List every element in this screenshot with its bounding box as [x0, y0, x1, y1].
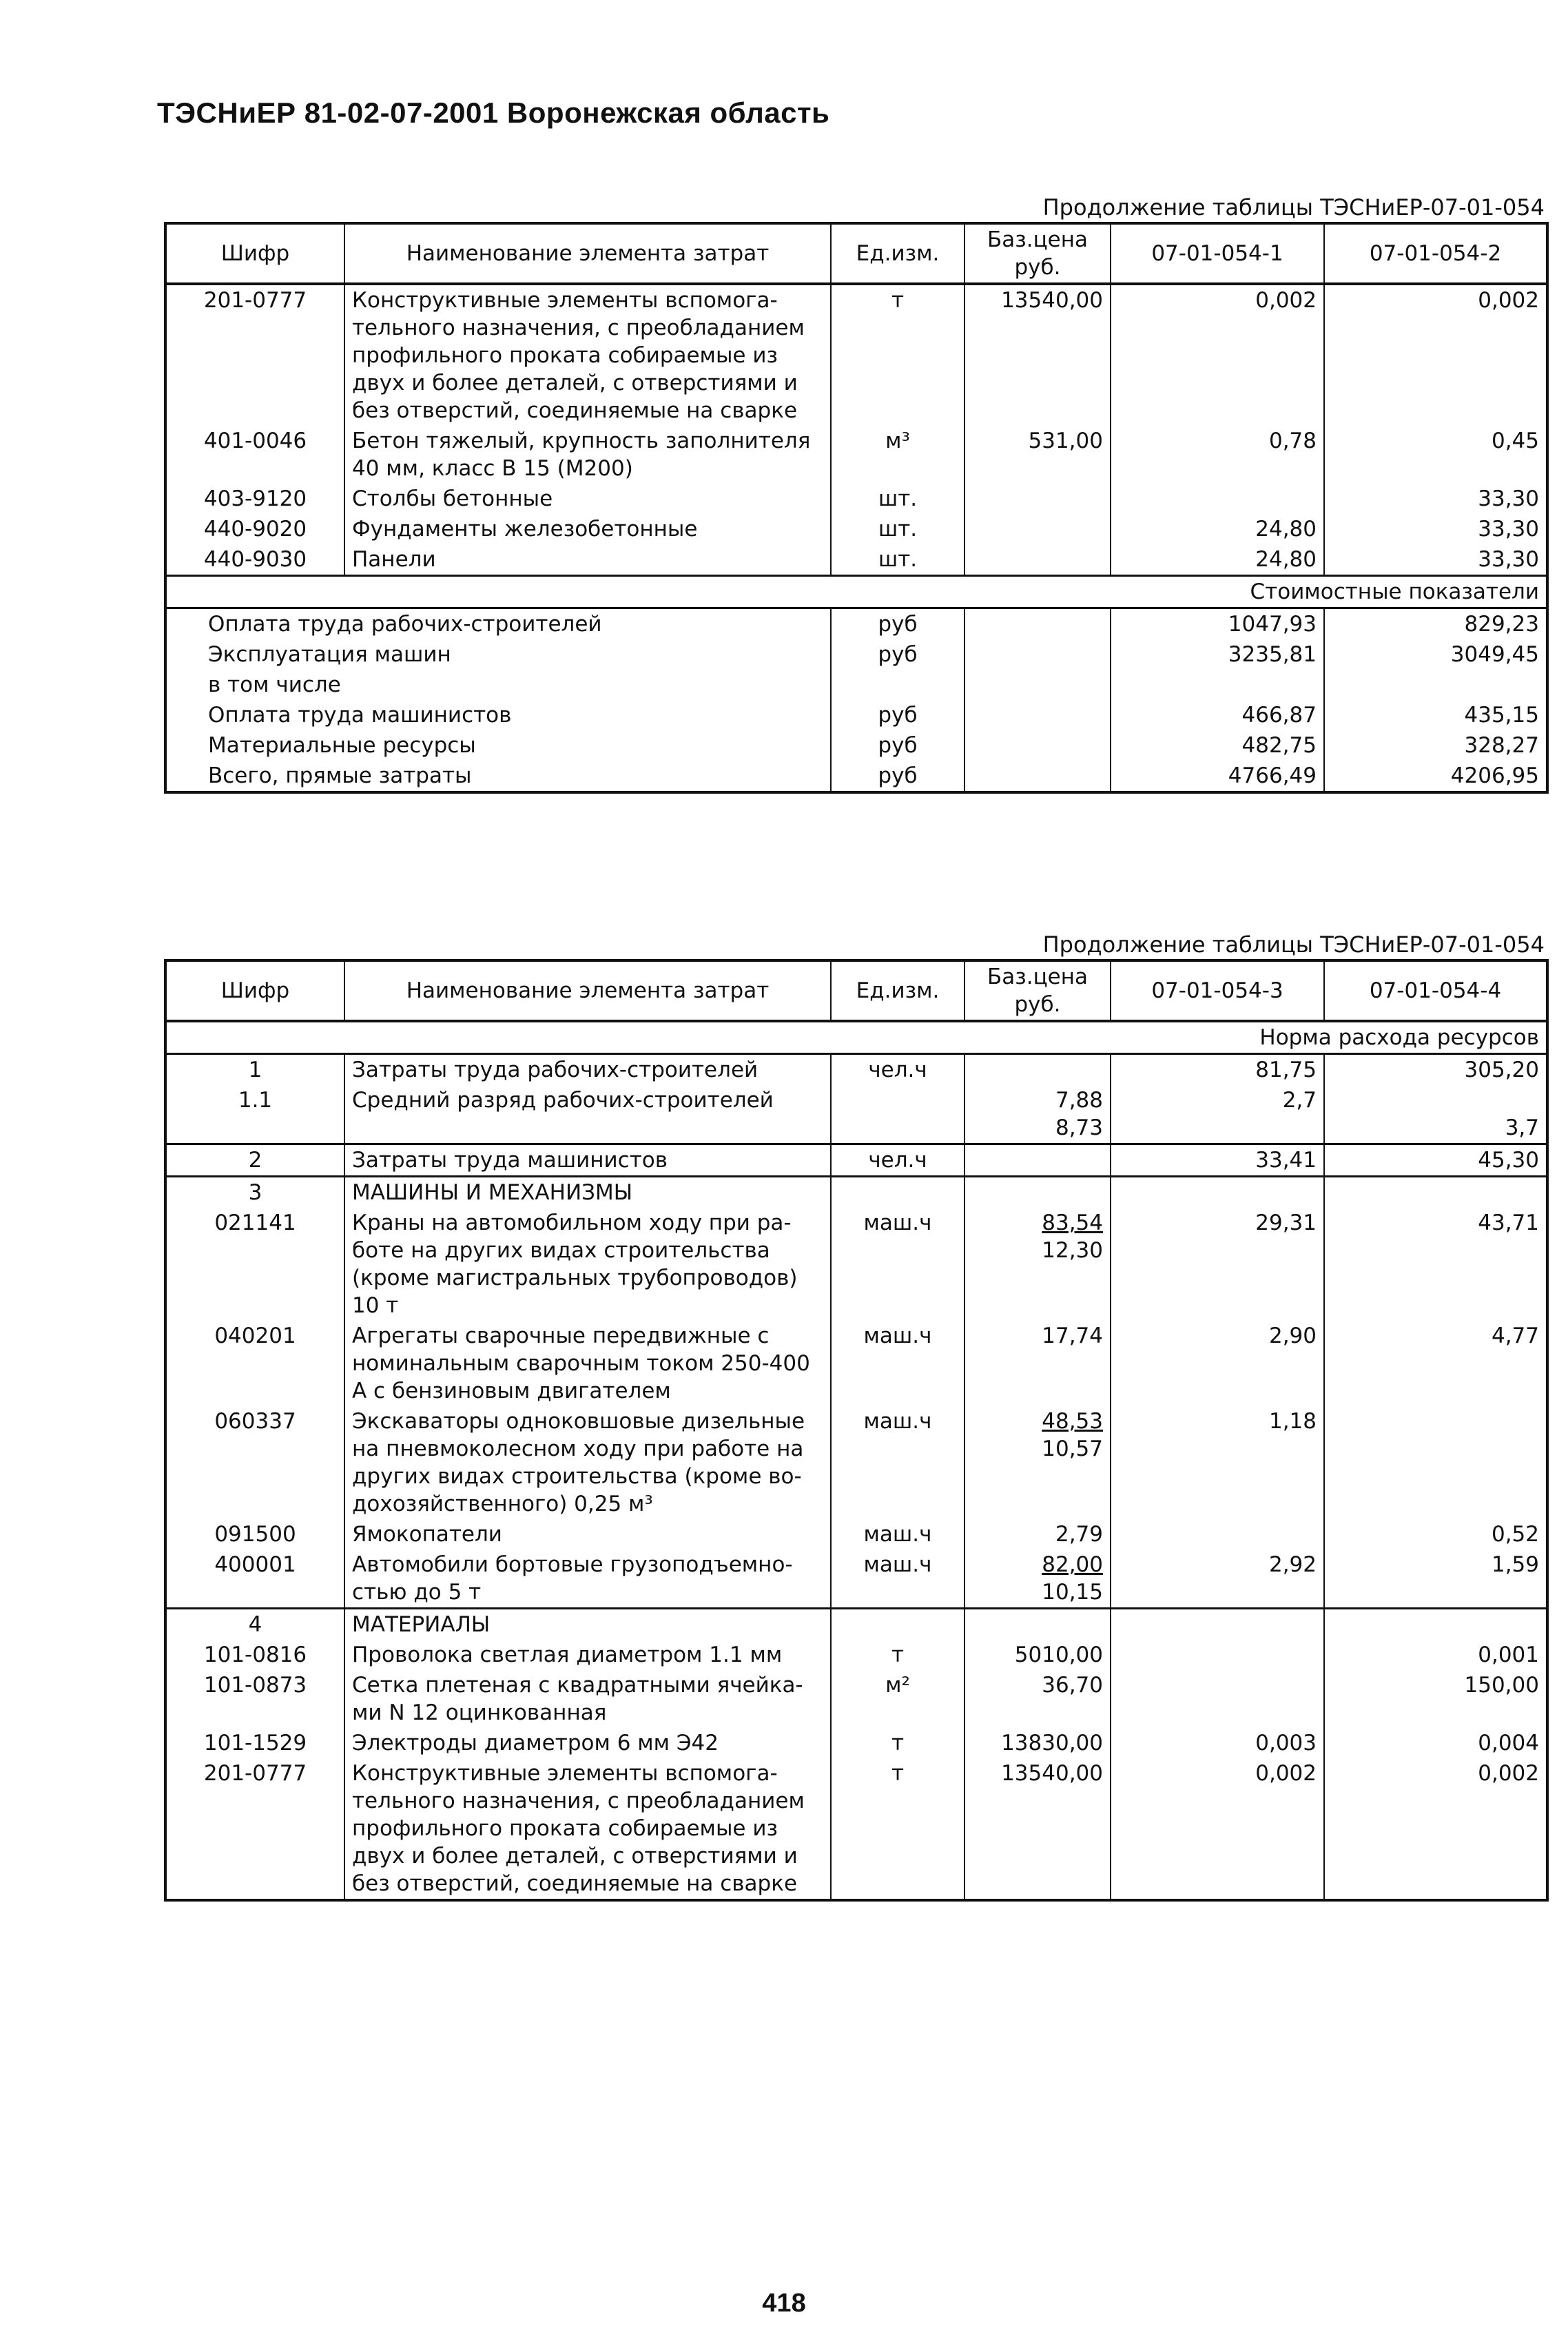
- row-value-a: 0,003: [1111, 1728, 1324, 1758]
- row-price: 13830,00: [964, 1728, 1111, 1758]
- table-row: [165, 426, 1547, 484]
- row-unit: маш.ч: [831, 1321, 964, 1406]
- table-row: [165, 1406, 1547, 1519]
- row-price: 5010,00: [964, 1640, 1111, 1670]
- row-value-a: 2,92: [1111, 1549, 1324, 1609]
- row-price: [964, 544, 1111, 576]
- col-header-b: 07-01-054-2: [1324, 223, 1547, 284]
- grade-price-1: 7,88: [1055, 1088, 1103, 1113]
- row-unit: шт.: [831, 544, 964, 576]
- empty-cell: [1324, 1177, 1547, 1208]
- row-name: Затраты труда рабочих-строителей: [344, 1054, 831, 1086]
- cost-value-b: 829,23: [1324, 608, 1547, 640]
- empty-cell: [1111, 1609, 1324, 1640]
- operator-wage: 10,57: [1042, 1436, 1103, 1461]
- table-row: [165, 1728, 1547, 1758]
- row-name: Проволока светлая диаметром 1.1 мм: [344, 1640, 831, 1670]
- section-row: [165, 1177, 1547, 1208]
- cost-row: [165, 730, 1547, 761]
- section-row: [165, 1609, 1547, 1640]
- row-code: 401-0046: [165, 426, 344, 484]
- row-price: 36,70: [964, 1670, 1111, 1728]
- row-code: 440-9020: [165, 514, 344, 544]
- cost-label: в том числе: [165, 670, 831, 700]
- row-code: 440-9030: [165, 544, 344, 576]
- row-name: Панели: [344, 544, 831, 576]
- row-value-b: 33,30: [1324, 514, 1547, 544]
- col-header-b: 07-01-054-4: [1324, 960, 1547, 1021]
- cost-value-b: 4206,95: [1324, 761, 1547, 792]
- cost-unit: руб: [831, 639, 964, 670]
- row-unit: т: [831, 1728, 964, 1758]
- cost-unit: руб: [831, 700, 964, 730]
- row-value-a: 24,80: [1111, 514, 1324, 544]
- row-unit: маш.ч: [831, 1406, 964, 1519]
- cost-label: Оплата труда рабочих-строителей: [165, 608, 831, 640]
- row-value-b: 0,004: [1324, 1728, 1547, 1758]
- col-header-price: Баз.цена руб.: [964, 960, 1111, 1021]
- cost-row: [165, 700, 1547, 730]
- row-value-a: 0,002: [1111, 284, 1324, 426]
- row-value-b: 3,7: [1324, 1085, 1547, 1144]
- row-value-a: [1111, 484, 1324, 514]
- row-name: Электроды диаметром 6 мм Э42: [344, 1728, 831, 1758]
- row-unit: т: [831, 1640, 964, 1670]
- row-unit: маш.ч: [831, 1549, 964, 1609]
- table-row: [165, 1519, 1547, 1549]
- cost-value-b: 328,27: [1324, 730, 1547, 761]
- cost-unit: [831, 670, 964, 700]
- row-value-b: 4,77: [1324, 1321, 1547, 1406]
- row-value-a: [1111, 1640, 1324, 1670]
- table-row: [165, 544, 1547, 576]
- table-row: [165, 1321, 1547, 1406]
- row-unit: маш.ч: [831, 1208, 964, 1321]
- row-price: [964, 1549, 1111, 1609]
- row-unit: [831, 1085, 964, 1144]
- row-name: Средний разряд рабочих-строителей: [344, 1085, 831, 1144]
- table-row: [165, 1054, 1547, 1086]
- cost-label: Материальные ресурсы: [165, 730, 831, 761]
- row-name: Конструктивные элементы вспомога-тельного назначения, с преобладанием профильного проката собираемые из двух и более деталей, с отверстиями и без отверстий, соединяемые на сварке: [344, 1758, 831, 1900]
- cost-label: Эксплуатация машин: [165, 639, 831, 670]
- row-value-a: 81,75: [1111, 1054, 1324, 1086]
- table-row: [165, 284, 1547, 426]
- page-number: 418: [762, 2289, 806, 2318]
- row-name: Столбы бетонные: [344, 484, 831, 514]
- col-header-price: Баз.цена руб.: [964, 223, 1111, 284]
- row-value-a: 2,90: [1111, 1321, 1324, 1406]
- row-value-a: 24,80: [1111, 544, 1324, 576]
- row-code: 040201: [165, 1321, 344, 1406]
- row-unit: шт.: [831, 514, 964, 544]
- cost-value-a: 466,87: [1111, 700, 1324, 730]
- table-row: [165, 1085, 1547, 1144]
- table1-caption: Продолжение таблицы ТЭСНиЕР-07-01-054: [1042, 194, 1545, 220]
- row-code: 2: [165, 1144, 344, 1177]
- cost-empty: [964, 639, 1111, 670]
- row-code: 060337: [165, 1406, 344, 1519]
- operator-wage: 12,30: [1042, 1238, 1103, 1263]
- table-row: [165, 1144, 1547, 1177]
- row-value-b: 45,30: [1324, 1144, 1547, 1177]
- cost-empty: [964, 608, 1111, 640]
- row-price: 13540,00: [964, 284, 1111, 426]
- cost-row: [165, 761, 1547, 792]
- cost-value-b: 435,15: [1324, 700, 1547, 730]
- resource-band-label: Норма расхода ресурсов: [1259, 1025, 1539, 1050]
- row-price: 531,00: [964, 426, 1111, 484]
- row-code: 403-9120: [165, 484, 344, 514]
- row-unit: м³: [831, 426, 964, 484]
- row-unit: т: [831, 1758, 964, 1900]
- col-header-code: Шифр: [165, 223, 344, 284]
- row-name: Ямокопатели: [344, 1519, 831, 1549]
- cost-label: Оплата труда машинистов: [165, 700, 831, 730]
- section-code: 4: [165, 1609, 344, 1640]
- col-header-a: 07-01-054-1: [1111, 223, 1324, 284]
- col-header-name: Наименование элемента затрат: [344, 223, 831, 284]
- row-price: 13540,00: [964, 1758, 1111, 1900]
- row-value-b: 0,45: [1324, 426, 1547, 484]
- row-value-b: 43,71: [1324, 1208, 1547, 1321]
- row-code: 101-1529: [165, 1728, 344, 1758]
- row-value-b: 0,002: [1324, 284, 1547, 426]
- machine-price: 82,00: [1042, 1552, 1103, 1577]
- col-header-a: 07-01-054-3: [1111, 960, 1324, 1021]
- row-code: 021141: [165, 1208, 344, 1321]
- page-title: ТЭСНиЕР 81-02-07-2001 Воронежская область: [157, 96, 830, 129]
- cost-unit: руб: [831, 608, 964, 640]
- table-row: [165, 1640, 1547, 1670]
- empty-cell: [1111, 1177, 1324, 1208]
- row-code: 201-0777: [165, 1758, 344, 1900]
- cost-label: Всего, прямые затраты: [165, 761, 831, 792]
- table2-header-row: [165, 960, 1547, 1021]
- cost-row: [165, 639, 1547, 670]
- row-unit: чел.ч: [831, 1144, 964, 1177]
- row-value-a: 29,31: [1111, 1208, 1324, 1321]
- row-value-b: 150,00: [1324, 1670, 1547, 1728]
- row-value-a: 0,78: [1111, 426, 1324, 484]
- row-value-a: 2,7: [1111, 1085, 1324, 1144]
- empty-cell: [1324, 1609, 1547, 1640]
- row-unit: шт.: [831, 484, 964, 514]
- row-code: 101-0816: [165, 1640, 344, 1670]
- table-row: [165, 1670, 1547, 1728]
- empty-cell: [964, 1609, 1111, 1640]
- cost-row: [165, 608, 1547, 640]
- row-name: Автомобили бортовые грузоподъемно-стью до 5 т: [344, 1549, 831, 1609]
- table1-header-row: [165, 223, 1547, 284]
- row-price: [964, 1208, 1111, 1321]
- table-row: [165, 514, 1547, 544]
- row-code: 400001: [165, 1549, 344, 1609]
- table-row: [165, 484, 1547, 514]
- row-value-b: 33,30: [1324, 484, 1547, 514]
- row-value-a: 33,41: [1111, 1144, 1324, 1177]
- cost-value-a: 482,75: [1111, 730, 1324, 761]
- row-code: 1: [165, 1054, 344, 1086]
- table2-caption: Продолжение таблицы ТЭСНиЕР-07-01-054: [1042, 931, 1545, 958]
- row-value-a: [1111, 1670, 1324, 1728]
- table-row: [165, 1208, 1547, 1321]
- row-price: [964, 1085, 1111, 1144]
- cost-value-a: 3235,81: [1111, 639, 1324, 670]
- row-price: 2,79: [964, 1519, 1111, 1549]
- row-name: Затраты труда машинистов: [344, 1144, 831, 1177]
- cost-value-a: 4766,49: [1111, 761, 1324, 792]
- row-value-a: 1,18: [1111, 1406, 1324, 1519]
- machine-price: 48,53: [1042, 1409, 1103, 1434]
- table2: [164, 959, 1549, 1902]
- cost-unit: руб: [831, 761, 964, 792]
- row-price: [964, 1406, 1111, 1519]
- row-value-a: [1111, 1519, 1324, 1549]
- table-row: [165, 1549, 1547, 1609]
- row-unit: чел.ч: [831, 1054, 964, 1086]
- row-code: 201-0777: [165, 284, 344, 426]
- row-value-b: 1,59: [1324, 1549, 1547, 1609]
- row-price: [964, 514, 1111, 544]
- row-name: Экскаваторы одноковшовые дизельные на пневмоколесном ходу при работе на других видах строительства (кроме во-дохозяйственного) 0,25 м³: [344, 1406, 831, 1519]
- cost-row: [165, 670, 1547, 700]
- empty-cell: [831, 1609, 964, 1640]
- resource-band-row: [165, 1021, 1547, 1054]
- section-title: МАТЕРИАЛЫ: [344, 1609, 831, 1640]
- row-price: 17,74: [964, 1321, 1111, 1406]
- row-value-b: 0,002: [1324, 1758, 1547, 1900]
- row-code: 1.1: [165, 1085, 344, 1144]
- row-unit: маш.ч: [831, 1519, 964, 1549]
- empty-cell: [964, 1177, 1111, 1208]
- row-code: 101-0873: [165, 1670, 344, 1728]
- col-header-code: Шифр: [165, 960, 344, 1021]
- cost-empty: [964, 730, 1111, 761]
- cost-band-label: Стоимостные показатели: [165, 576, 1547, 608]
- row-name: Сетка плетеная с квадратными ячейка-ми N 12 оцинкованная: [344, 1670, 831, 1728]
- machine-price: 83,54: [1042, 1211, 1103, 1235]
- cost-empty: [964, 700, 1111, 730]
- cost-empty: [964, 761, 1111, 792]
- col-header-unit: Ед.изм.: [831, 960, 964, 1021]
- row-name: Фундаменты железобетонные: [344, 514, 831, 544]
- row-value-b: [1324, 1406, 1547, 1519]
- operator-wage: 10,15: [1042, 1580, 1103, 1605]
- col-header-unit: Ед.изм.: [831, 223, 964, 284]
- empty-cell: [831, 1177, 964, 1208]
- row-name: Конструктивные элементы вспомога-тельного назначения, с преобладанием профильного проката собираемые из двух и более деталей, с отверстиями и без отверстий, соединяемые на сварке: [344, 284, 831, 426]
- section-title: МАШИНЫ И МЕХАНИЗМЫ: [344, 1177, 831, 1208]
- row-name: Агрегаты сварочные передвижные с номинальным сварочным током 250-400 А с бензиновым двигателем: [344, 1321, 831, 1406]
- row-code: 091500: [165, 1519, 344, 1549]
- row-value-b: 0,001: [1324, 1640, 1547, 1670]
- section-code: 3: [165, 1177, 344, 1208]
- row-value-a: 0,002: [1111, 1758, 1324, 1900]
- cost-empty: [964, 670, 1111, 700]
- cost-unit: руб: [831, 730, 964, 761]
- cost-value-a: 1047,93: [1111, 608, 1324, 640]
- cost-value-b: [1324, 670, 1547, 700]
- row-name: Бетон тяжелый, крупность заполнителя 40 мм, класс В 15 (М200): [344, 426, 831, 484]
- row-value-b: 33,30: [1324, 544, 1547, 576]
- grade-price-2: 8,73: [1055, 1115, 1103, 1140]
- row-value-b: 305,20: [1324, 1054, 1547, 1086]
- col-header-name: Наименование элемента затрат: [344, 960, 831, 1021]
- row-price: [964, 1144, 1111, 1177]
- cost-value-b: 3049,45: [1324, 639, 1547, 670]
- table-row: [165, 1758, 1547, 1900]
- cost-value-a: [1111, 670, 1324, 700]
- table1: [164, 222, 1549, 794]
- row-unit: т: [831, 284, 964, 426]
- row-name: Краны на автомобильном ходу при ра-боте на других видах строительства (кроме магистральных трубопроводов) 10 т: [344, 1208, 831, 1321]
- row-price: [964, 1054, 1111, 1086]
- row-unit: м²: [831, 1670, 964, 1728]
- row-price: [964, 484, 1111, 514]
- cost-band-row: [165, 576, 1547, 608]
- row-value-b: 0,52: [1324, 1519, 1547, 1549]
